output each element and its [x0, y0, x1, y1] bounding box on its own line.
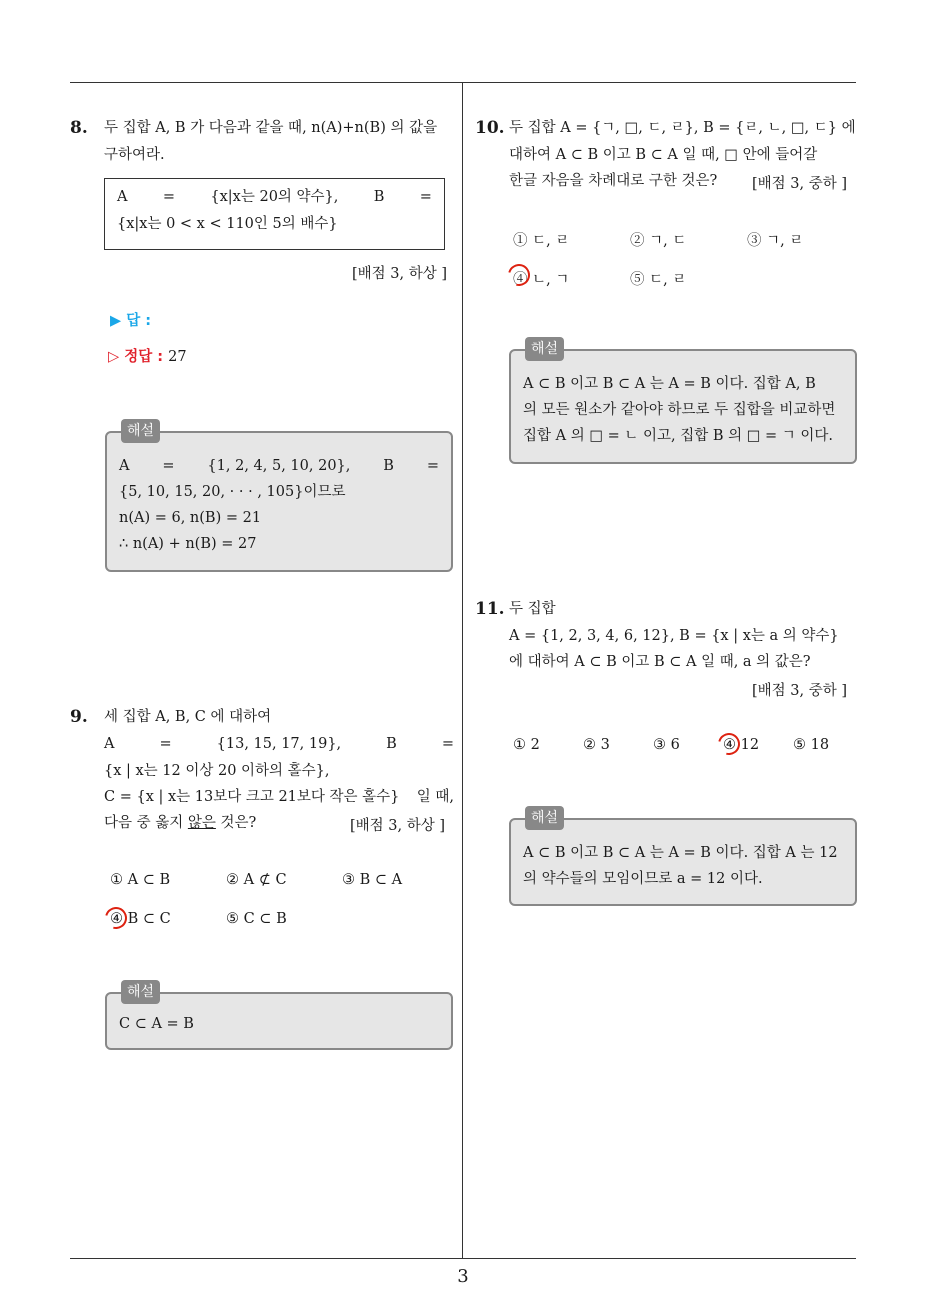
- points-label: [배점 3, 하상 ]: [350, 818, 446, 834]
- set-definition: {x|x는 20의 약수},: [210, 189, 339, 205]
- question-text-line: 대하여 A ⊂ B 이고 B ⊂ A 일 때, □ 안에 들어갈: [509, 147, 818, 163]
- set-definition: {1, 2, 4, 5, 10, 20},: [207, 458, 351, 474]
- choice-4[interactable]: ④ ㄴ, ㄱ: [513, 272, 570, 288]
- explanation-line: [119, 453, 439, 479]
- question-number: 11.: [475, 599, 505, 619]
- equals-sign: =: [441, 736, 454, 752]
- page-number: 3: [457, 1266, 469, 1287]
- choice-5[interactable]: ⑤ C ⊂ B: [226, 911, 287, 927]
- question-number: 8.: [70, 118, 88, 138]
- explanation-line: 의 약수들의 모임이므로 a = 12 이다.: [523, 871, 763, 887]
- choice-5[interactable]: ⑤ ㄷ, ㄹ: [630, 272, 687, 288]
- equals-sign: =: [426, 458, 439, 474]
- choice-2[interactable]: ② 3: [583, 737, 610, 753]
- answer-circle-mark: [714, 729, 744, 759]
- points-label: [배점 3, 하상 ]: [352, 266, 448, 282]
- correct-answer-value: 27: [168, 349, 187, 365]
- set-label: A: [119, 458, 130, 474]
- text-fragment: 일 때,: [416, 789, 454, 805]
- question-text-line: 두 집합: [509, 601, 556, 617]
- explanation-line: A ⊂ B 이고 B ⊂ A 는 A = B 이다. 집합 A 는 12: [523, 845, 838, 861]
- set-label: B: [386, 736, 397, 752]
- text-fragment: 것은?: [215, 815, 257, 831]
- set-label: B: [383, 458, 394, 474]
- explanation-line: 의 모든 원소가 같아야 하므로 두 집합을 비교하면: [523, 402, 836, 418]
- explanation-tag: 해설: [525, 337, 564, 361]
- explanation-line: 집합 A 의 □ = ㄴ 이고, 집합 B 의 □ = ㄱ 이다.: [523, 428, 834, 444]
- correct-answer-label: ▷ 정답 :: [108, 349, 164, 365]
- question-number: 10.: [475, 118, 505, 138]
- equals-sign: =: [419, 189, 432, 205]
- bottom-rule: [70, 1258, 856, 1259]
- set-label: B: [373, 189, 385, 205]
- choice-3[interactable]: ③ ㄱ, ㄹ: [747, 233, 804, 249]
- explanation-tag: 해설: [121, 980, 160, 1004]
- explanation-tag: 해설: [525, 806, 564, 830]
- question-text-line: 두 집합 A, B 가 다음과 같을 때, n(A)+n(B) 의 값을: [104, 120, 438, 136]
- text-fragment: 다음 중 옳지: [104, 815, 188, 831]
- explanation-line: {5, 10, 15, 20, · · · , 105}이므로: [119, 484, 346, 500]
- explanation-line: ∴ n(A) + n(B) = 27: [119, 536, 257, 552]
- top-rule: [70, 82, 856, 83]
- set-label: A: [117, 189, 128, 205]
- choice-3[interactable]: ③ 6: [653, 737, 680, 753]
- choice-2[interactable]: ② ㄱ, ㄷ: [630, 233, 687, 249]
- choice-1[interactable]: ① ㄷ, ㄹ: [513, 233, 570, 249]
- explanation-line: n(A) = 6, n(B) = 21: [119, 510, 262, 526]
- given-sets-box: [104, 178, 445, 250]
- set-definition: {13, 15, 17, 19},: [216, 736, 342, 752]
- question-text-line: [104, 810, 256, 837]
- answer-label: ▶ 답 :: [110, 313, 152, 329]
- question-text-line: 구하여라.: [104, 147, 165, 163]
- choice-1[interactable]: ① A ⊂ B: [110, 872, 171, 888]
- choice-2[interactable]: ② A ⊄ C: [226, 872, 287, 888]
- choice-4[interactable]: ④ 12: [723, 737, 760, 753]
- points-label: [배점 3, 중하 ]: [752, 176, 848, 192]
- set-label: A: [104, 736, 115, 752]
- choice-4[interactable]: ④ B ⊂ C: [110, 911, 171, 927]
- question-text-line: {x | x는 12 이상 20 이하의 홀수},: [104, 763, 330, 779]
- explanation-tag: 해설: [121, 419, 160, 443]
- column-divider: [462, 83, 463, 1259]
- equals-sign: =: [162, 458, 175, 474]
- correct-answer: [108, 345, 187, 366]
- choice-5[interactable]: ⑤ 18: [793, 737, 830, 753]
- explanation-line: C ⊂ A = B: [119, 1016, 194, 1032]
- explanation-box: [105, 984, 453, 1050]
- points-label: [배점 3, 중하 ]: [752, 683, 848, 699]
- question-text-line: A = {1, 2, 3, 4, 6, 12}, B = {x | x는 a 의 약수}: [509, 628, 839, 644]
- box-line: [117, 184, 432, 211]
- explanation-line: A ⊂ B 이고 B ⊂ A 는 A = B 이다. 집합 A, B: [523, 376, 816, 392]
- answer-circle-mark: [101, 903, 131, 933]
- question-text-line: 세 집합 A, B, C 에 대하여: [104, 709, 272, 725]
- equals-sign: =: [162, 189, 176, 205]
- question-text-line: 에 대하여 A ⊂ B 이고 B ⊂ A 일 때, a 의 값은?: [509, 654, 811, 670]
- explanation-box: [509, 341, 857, 464]
- choice-1[interactable]: ① 2: [513, 737, 540, 753]
- question-text-line: 두 집합 A = {ㄱ, □, ㄷ, ㄹ}, B = {ㄹ, ㄴ, □, ㄷ} 에: [509, 120, 856, 136]
- choice-3[interactable]: ③ B ⊂ A: [342, 872, 403, 888]
- explanation-box: [105, 423, 453, 572]
- set-definition: C = {x | x는 13보다 크고 21보다 작은 홀수}: [104, 789, 400, 805]
- set-definition: {x|x는 0 < x < 110인 5의 배수}: [117, 216, 338, 232]
- explanation-box: [509, 810, 857, 906]
- equals-sign: =: [159, 736, 172, 752]
- question-text-line: [104, 731, 454, 758]
- question-text-line: 한글 자음을 차례대로 구한 것은?: [509, 173, 718, 189]
- underlined-word: 않은: [187, 815, 216, 831]
- question-number: 9.: [70, 707, 88, 727]
- question-text-line: [104, 784, 454, 811]
